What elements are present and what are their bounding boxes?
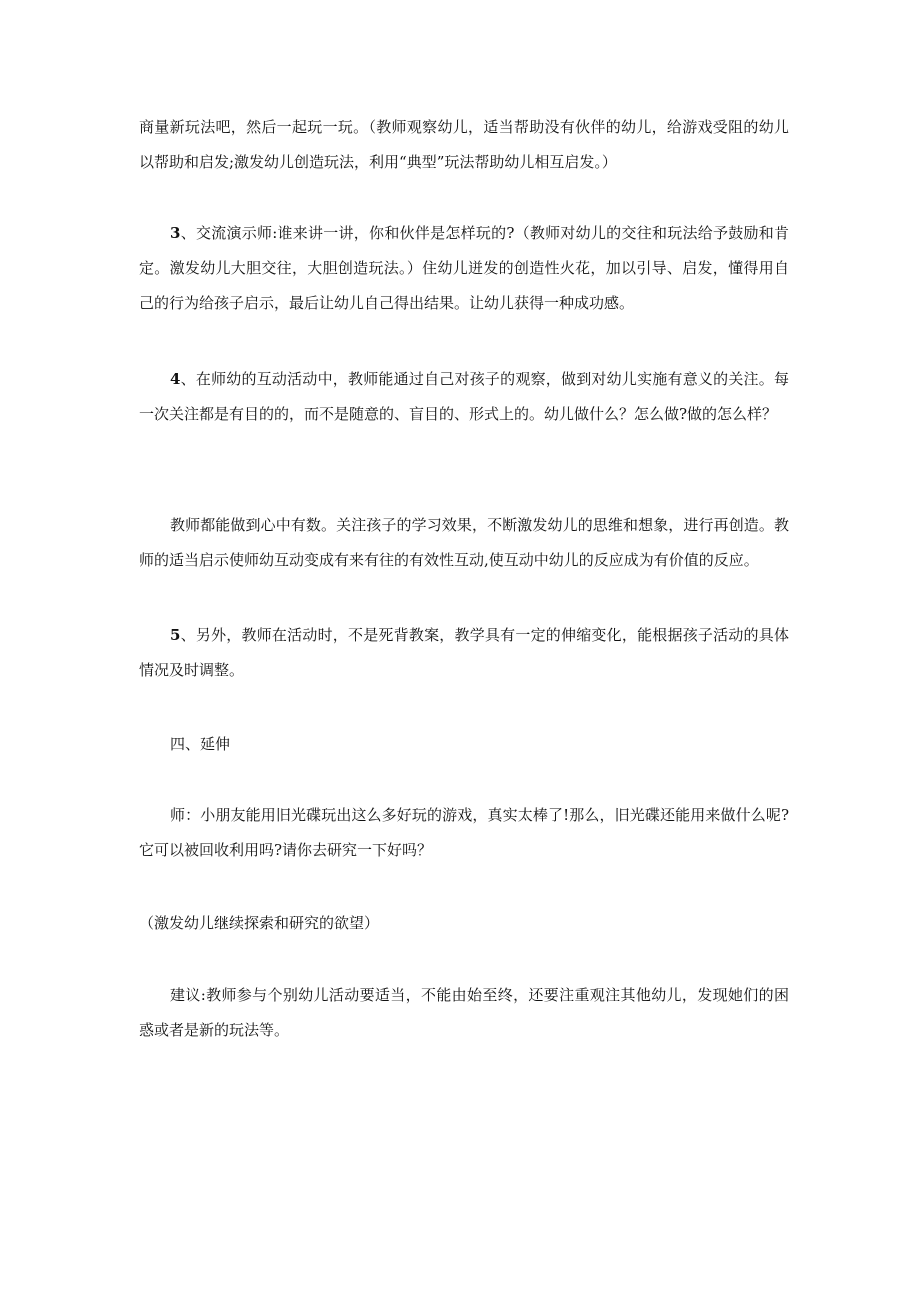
paragraph-4 [139,508,789,578]
paragraph-5 [139,618,789,688]
paragraph-1 [139,110,789,180]
paragraph-9 [139,978,789,1048]
paragraph-7 [139,798,789,868]
section-heading-text: 四、延伸 [170,735,231,753]
paragraph-text: 、交流演示师:谁来讲一讲，你和伙伴是怎样玩的?（教师对幼儿的交往和玩法给予鼓励和肯定。激发幼儿大胆交往，大胆创造玩法。）住幼儿迸发的创造性火花，加以引导、启发，懂得用自己的行为给孩子启示，最后让幼儿自己得出结果。让幼儿获得一种成功感。 [139,224,789,312]
paragraph-text: 商量新玩法吧，然后一起玩一玩。（教师观察幼儿，适当帮助没有伙伴的幼儿，给游戏受阻的幼儿以帮助和启发;激发幼儿创造玩法，利用“典型”玩法帮助幼儿相互启发。） [139,118,789,171]
paragraph-3 [139,362,789,432]
item-number: 3 [170,224,181,242]
paragraph-8 [139,906,789,941]
paragraph-text: 建议:教师参与个别幼儿活动要适当，不能由始至终，还要注重观注其他幼儿，发现她们的困惑或者是新的玩法等。 [139,986,789,1039]
paragraph-text: 师：小朋友能用旧光碟玩出这么多好玩的游戏，真实太棒了!那么，旧光碟还能用来做什么呢?它可以被回收利用吗?请你去研究一下好吗？ [139,806,789,859]
section-heading-extension [139,727,789,762]
paragraph-text: 、另外，教师在活动时，不是死背教案，教学具有一定的伸缩变化，能根据孩子活动的具体情况及时调整。 [139,626,789,679]
paragraph-text: 教师都能做到心中有数。关注孩子的学习效果，不断激发幼儿的思维和想象，进行再创造。教师的适当启示使师幼互动变成有来有往的有效性互动,使互动中幼儿的反应成为有价值的反应。 [139,516,789,569]
paragraph-text: 、在师幼的互动活动中，教师能通过自己对孩子的观察，做到对幼儿实施有意义的关注。每一次关注都是有目的的，而不是随意的、盲目的、形式上的。幼儿做什么？怎么做?做的怎么样？ [139,370,789,423]
item-number: 5 [170,626,181,644]
paragraph-2 [139,216,789,321]
paragraph-text: （激发幼儿继续探索和研究的欲望） [139,914,380,932]
item-number: 4 [170,370,181,388]
